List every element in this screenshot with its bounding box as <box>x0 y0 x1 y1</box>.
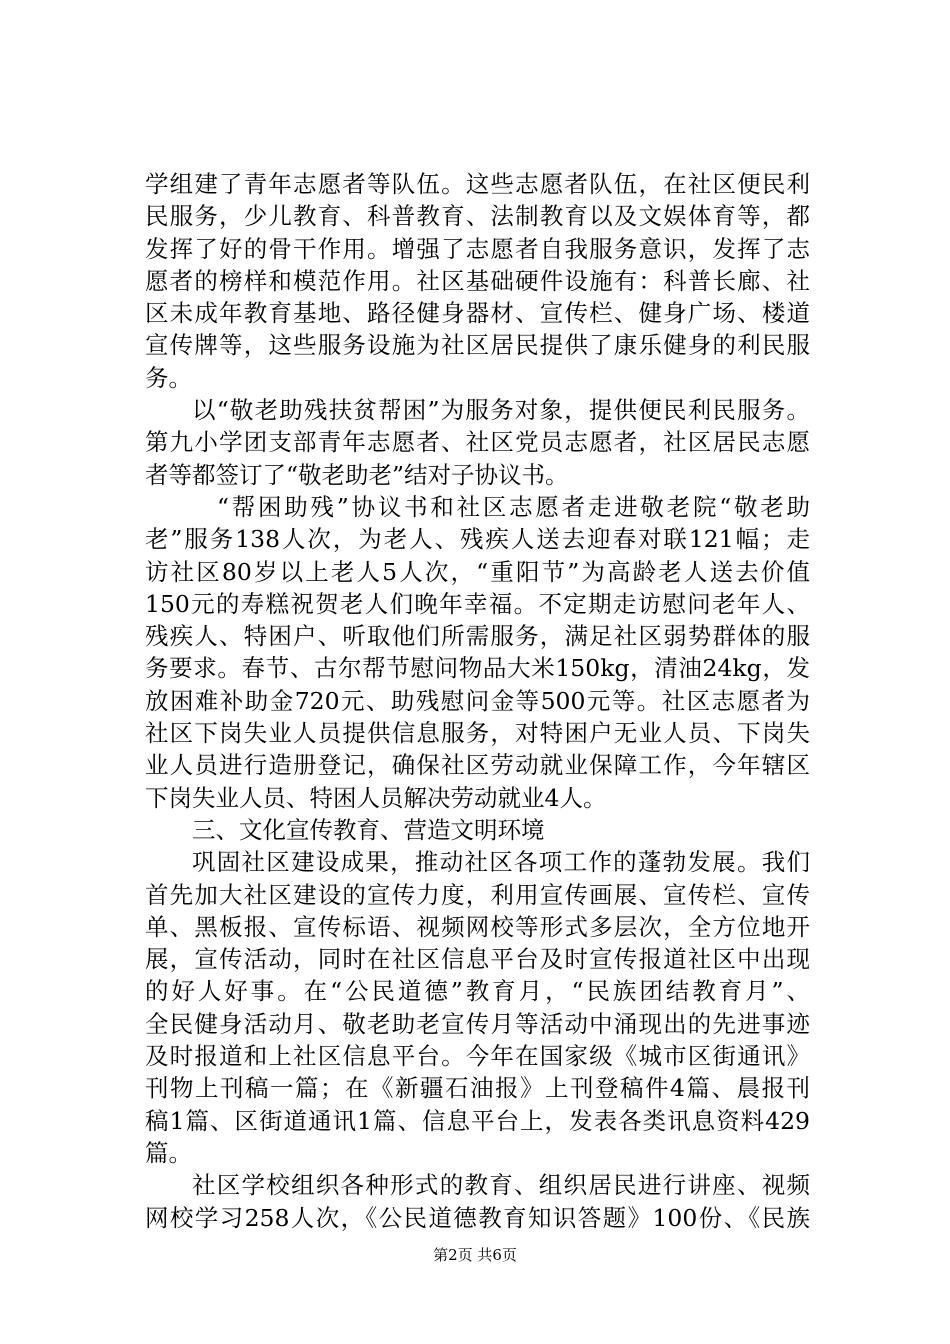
text-line: 首先加大社区建设的宣传力度，利用宣传画展、宣传栏、宣传 <box>145 880 810 909</box>
text-line: 宣传牌等，这些服务设施为社区居民提供了康乐健身的利民服 <box>145 331 810 360</box>
text-line: 学组建了青年志愿者等队伍。这些志愿者队伍，在社区便民利 <box>145 170 810 198</box>
text-line: 单、黑板报、宣传标语、视频网校等形式多层次，全方位地开 <box>145 912 810 941</box>
text-line: “帮困助残”协议书和社区志愿者走进敬老院“敬老助 <box>217 492 810 521</box>
text-line: 务要求。春节、古尔帮节慰问物品大米150kg，清油24kg，发 <box>145 654 810 683</box>
text-line: 发挥了好的骨干作用。增强了志愿者自我服务意识，发挥了志 <box>145 234 810 263</box>
text-line: 残疾人、特困户、听取他们所需服务，满足社区弱势群体的服 <box>145 622 810 651</box>
text-line: 刊物上刊稿一篇；在《新疆石油报》上刊登稿件4篇、晨报刊 <box>145 1074 810 1103</box>
text-line: 150元的寿糕祝贺老人们晚年幸福。不定期走访慰问老年人、 <box>145 589 810 618</box>
text-line: 业人员进行造册登记，确保社区劳动就业保障工作，今年辖区 <box>145 751 810 780</box>
text-line: 务。 <box>145 363 192 392</box>
text-line: 社区下岗失业人员提供信息服务，对特困户无业人员、下岗失 <box>145 719 810 748</box>
text-line: 第九小学团支部青年志愿者、社区党员志愿者，社区居民志愿 <box>145 428 810 457</box>
text-line: 访社区80岁以上老人5人次，“重阳节”为高龄老人送去价值 <box>145 557 810 586</box>
text-line: 社区学校组织各种形式的教育、组织居民进行讲座、视频 <box>192 1171 810 1200</box>
text-line: 巩固社区建设成果，推动社区各项工作的蓬勃发展。我们 <box>192 848 810 877</box>
text-line: 愿者的榜样和模范作用。社区基础硬件设施有：科普长廊、社 <box>145 266 810 295</box>
text-line: 篇。 <box>145 1138 192 1167</box>
section-heading: 三、文化宣传教育、营造文明环境 <box>192 815 545 844</box>
text-line: 全民健身活动月、敬老助老宣传月等活动中涌现出的先进事迹 <box>145 1009 810 1038</box>
text-line: 以“敬老助残扶贫帮困”为服务对象，提供便民利民服务。 <box>192 396 810 425</box>
text-line: 放困难补助金720元、助残慰问金等500元等。社区志愿者为 <box>145 686 810 715</box>
text-line: 的好人好事。在“公民道德”教育月，“民族团结教育月”、 <box>145 977 810 1006</box>
text-line: 老”服务138人次，为老人、残疾人送去迎春对联121幅；走 <box>145 525 810 554</box>
document-body <box>145 168 810 1234</box>
text-line: 稿1篇、区街道通讯1篇、信息平台上，发表各类讯息资料429 <box>145 1106 810 1135</box>
text-line: 网校学习258人次，《公民道德教育知识答题》100份、《民族 <box>145 1203 810 1232</box>
text-line: 下岗失业人员、特困人员解决劳动就业4人。 <box>145 783 607 812</box>
text-line: 民服务，少儿教育、科普教育、法制教育以及文娱体育等，都 <box>145 202 810 231</box>
text-line: 展，宣传活动，同时在社区信息平台及时宣传报道社区中出现 <box>145 945 810 974</box>
text-line: 及时报道和上社区信息平台。今年在国家级《城市区街通讯》 <box>145 1042 810 1071</box>
page-footer: 第2页 共6页 <box>433 1246 517 1264</box>
text-line: 者等都签订了“敬老助老”结对子协议书。 <box>145 460 569 489</box>
text-line: 区未成年教育基地、路径健身器材、宣传栏、健身广场、楼道 <box>145 299 810 328</box>
